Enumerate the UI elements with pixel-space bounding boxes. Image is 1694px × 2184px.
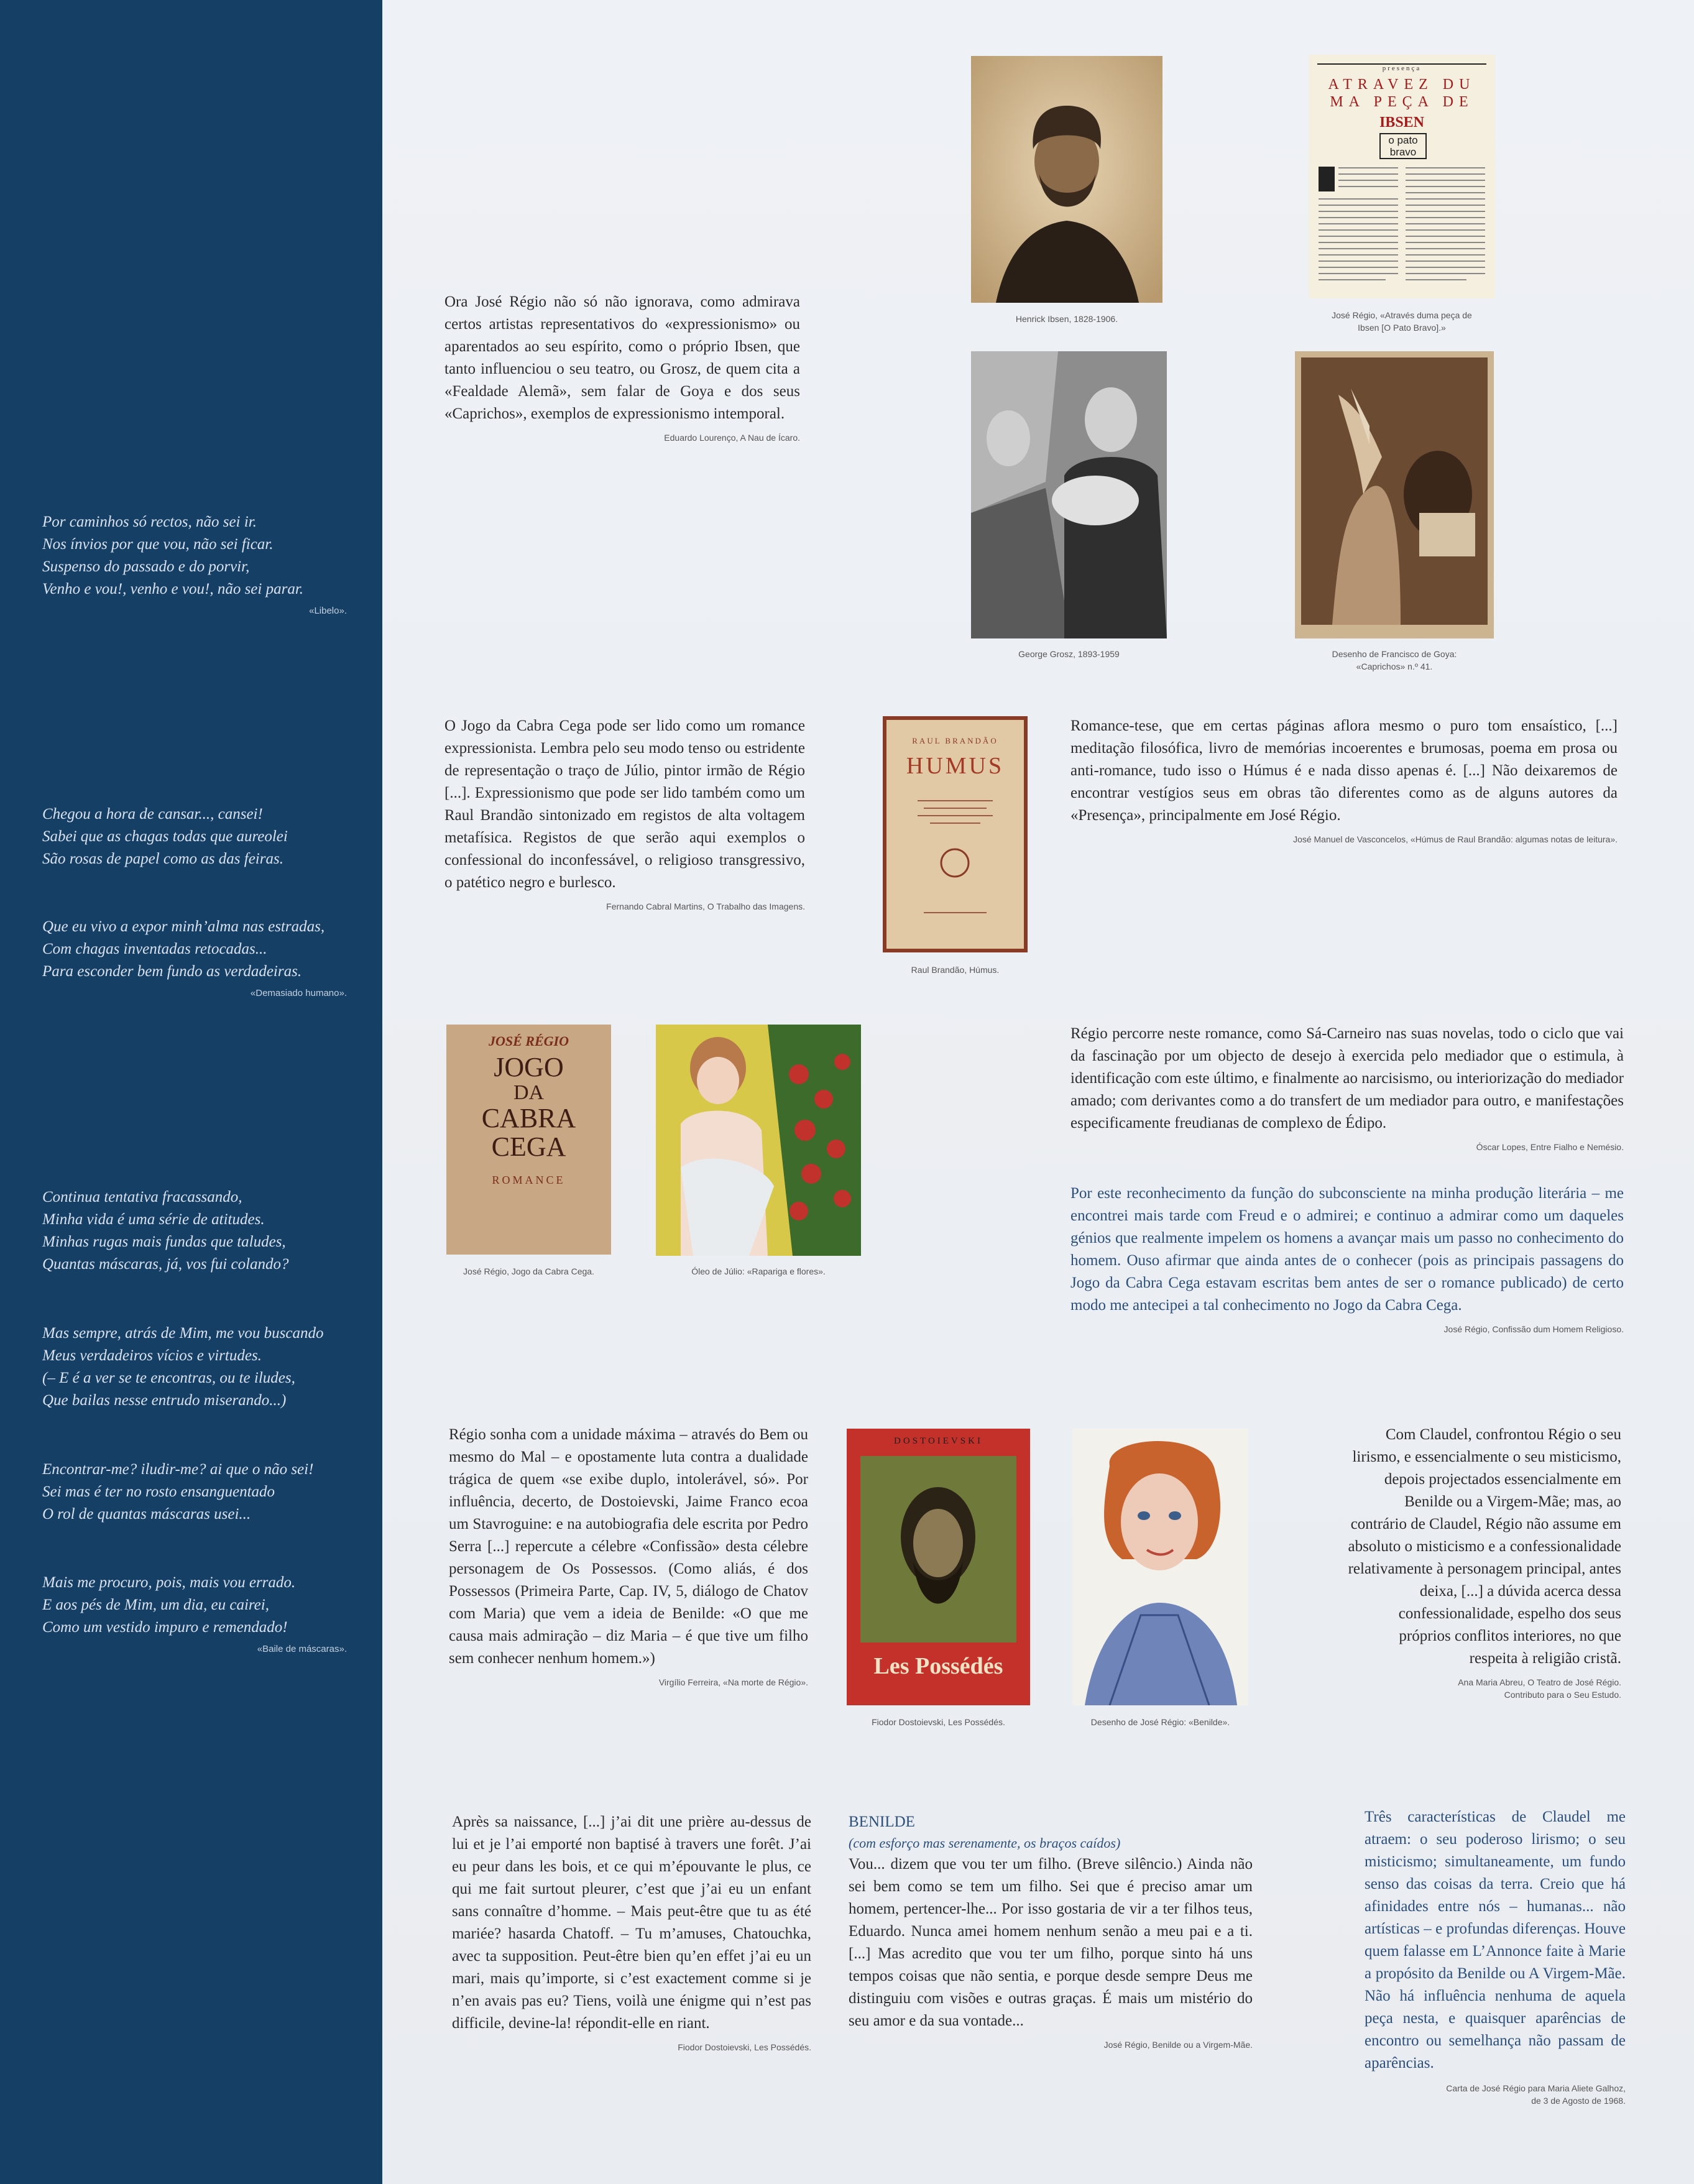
poem-line: Para esconder bem fundo as verdadeiras. — [42, 963, 302, 980]
benilde-drawing — [1072, 1429, 1248, 1705]
poem-demasiado-humano — [42, 916, 347, 1000]
quote-benilde-play — [849, 1811, 1253, 2051]
humus-author: RAUL BRANDÃO — [912, 736, 998, 745]
quote-source: Fiodor Dostoievski, Les Possédés. — [678, 2042, 811, 2052]
caption-grosz: George Grosz, 1893-1959 — [1018, 649, 1120, 659]
quote-source: José Manuel de Vasconcelos, «Húmus de Raul Brandão: algumas notas de leitura». — [1293, 834, 1618, 844]
poem-line: Mas sempre, atrás de Mim, me vou buscando — [42, 1325, 324, 1342]
quote-source: Contributo para o Seu Estudo. — [1504, 1690, 1621, 1700]
poem-line: Venho e vou!, venho e vou!, não sei parar. — [42, 581, 304, 597]
poem-line: Suspenso do passado e do porvir, — [42, 558, 250, 575]
quote-source: Óscar Lopes, Entre Fialho e Nemésio. — [1476, 1142, 1624, 1152]
caption-humus: Raul Brandão, Húmus. — [911, 965, 1000, 975]
possedes-title: Les Possédés — [873, 1653, 1003, 1679]
julio-painting-girl-flowers — [656, 1025, 861, 1256]
quote-body: Régio sonha com a unidade máxima – através do Bem ou mesmo do Mal – e opostamente luta contra a dualidade trágica de quem «se exibe duplo, intolerável, só». Por influência, decerto, de Dostoievski, Jaime Franco ecoa um Stavroguine: e na autobiografia dele escrita por Pedro Serra [...] repercute a célebre «Confissão» desta célebre personagem de Os Possessos. (Como aliás, é dos Possessos (Primeira Parte, Cap. IV, 5, diálogo de Chatov com Maria) que vem a ideia de Benilde: «O que me causa mais admiração – diz Maria – é que tive um filho sem conhecer nenhum homem.») — [449, 1426, 808, 1667]
quote-source: José Régio, Benilde ou a Virgem-Mãe. — [1103, 2040, 1253, 2050]
caption-line: José Régio, «Através duma peça de — [1332, 310, 1472, 320]
jogo-title-line: DA — [513, 1081, 545, 1104]
humus-title: HUMUS — [906, 753, 1005, 779]
quote-regio-confissao — [1070, 1182, 1624, 1335]
quote-source: Eduardo Lourenço, A Nau de Ícaro. — [664, 433, 800, 443]
poem-line: Meus verdadeiros vícios e virtudes. — [42, 1347, 262, 1364]
jogo-title-line: CABRA — [481, 1103, 576, 1133]
poem-stanza — [42, 1458, 347, 1526]
humus-ornament — [911, 795, 999, 925]
quote-source: Fernando Cabral Martins, O Trabalho das Imagens. — [606, 901, 805, 911]
benilde-heading: BENILDE — [849, 1813, 915, 1830]
poem-line: Quantas máscaras, já, vos fui colando? — [42, 1256, 289, 1273]
quote-dostoievski-francais — [452, 1811, 811, 2053]
possedes-portrait — [860, 1456, 1016, 1643]
caption-possedes: Fiodor Dostoievski, Les Possédés. — [872, 1717, 1005, 1727]
poem-stanza — [42, 803, 347, 870]
poem-line: Minhas rugas mais fundas que taludes, — [42, 1233, 286, 1250]
poem-source: «Baile de máscaras». — [257, 1644, 347, 1654]
quote-body: Après sa naissance, [...] j’ai dit une prière au-dessus de lui et je l’ai emporté non baptisé à travers une forêt. J’ai eu peur dans les bois, et ce qui m’épouvante le plus, ce qui me fait surtout pleurer, c’est que j’ai eu un enfant sans connaître d’homme. – Mais peut-être que tu as été mariée? hasarda Chatoff. – Tu m’amuses, Chatouchka, avec ta supposition. Peut-être bien qu’en effet j’ai eu un mari, mais qu’importe, si c’est exactement comme si je n’en avais pas eu? Tiens, voilà une énigme qui n’est pas difficile, devine-la! répondit-elle en riant. — [452, 1813, 811, 2032]
pato-subtitle-line: bravo — [1389, 146, 1417, 158]
pato-ibsen-name: IBSEN — [1379, 114, 1425, 131]
poem-line: O rol de quantas máscaras usei... — [42, 1506, 251, 1523]
quote-source: José Régio, Confissão dum Homem Religioso. — [1443, 1324, 1624, 1334]
possedes-author: DOSTOIEVSKI — [894, 1436, 983, 1446]
quote-source: Carta de José Régio para Maria Aliete Galhoz, — [1446, 2083, 1626, 2093]
caption-line: «Caprichos» n.º 41. — [1356, 661, 1433, 671]
quote-regio-letter — [1365, 1806, 1626, 2107]
poem-line: Mais me procuro, pois, mais vou errado. — [42, 1574, 296, 1591]
quote-ana-maria-abreu — [1348, 1424, 1621, 1701]
quote-body: Com Claudel, confrontou Régio o seu lirismo, e essencialmente o seu misticismo, depois projectados essencialmente em Benilde ou a Virgem-Mãe; mas, ao contrário de Claudel, Régio não assume em absoluto o misticismo e a confessionalidade relativamente à personagem principal, antes deixa, [...] a dúvida acerca dessa confessionalidade, espelho dos seus próprios conflitos interiores, no que respeita à religião cristã. — [1348, 1426, 1621, 1667]
caption-goya — [1295, 648, 1494, 673]
poem-line: Por caminhos só rectos, não sei ir. — [42, 514, 257, 530]
quote-vasconcelos — [1070, 715, 1618, 845]
pato-bravo-article-scan — [1309, 55, 1495, 298]
poem-stanza — [42, 1186, 347, 1276]
caption-ibsen: Henrick Ibsen, 1828-1906. — [1015, 314, 1118, 324]
poem-source: «Demasiado humano». — [250, 988, 347, 998]
poem-baile-de-mascaras — [42, 1572, 347, 1656]
caption-jogo: José Régio, Jogo da Cabra Cega. — [463, 1266, 594, 1276]
jogo-author: JOSÉ RÉGIO — [489, 1033, 569, 1049]
pato-title-line: ATRAVEZ DU — [1328, 76, 1476, 93]
caption-benilde: Desenho de José Régio: «Benilde». — [1090, 1717, 1230, 1727]
quote-virgilio-ferreira — [449, 1424, 808, 1689]
presenca-masthead: presença — [1317, 63, 1486, 72]
poem-line: São rosas de papel como as das feiras. — [42, 850, 283, 867]
quote-oscar-lopes — [1070, 1023, 1624, 1153]
les-possedes-cover — [847, 1429, 1030, 1705]
quote-body: Régio percorre neste romance, como Sá-Carneiro nas suas novelas, todo o ciclo que vai da fascinação por um objecto de desejo à exercida pelo mediador que o estimula, à identificação com este último, e finalmente ao narcisismo, ou interiorização do mediador amado; com derivantes como a do transfert de um mediador para outro, e manifestações especificamente freudianas de complexo de Édipo. — [1070, 1025, 1624, 1131]
poem-line: Continua tentativa fracassando, — [42, 1189, 242, 1205]
poem-line: Que bailas nesse entrudo miserando...) — [42, 1392, 287, 1409]
poem-line: Sabei que as chagas todas que aureolei — [42, 828, 288, 845]
caption-julio: Óleo de Júlio: «Rapariga e flores». — [691, 1266, 826, 1276]
poem-line: Que eu vivo a expor minh’alma nas estradas, — [42, 918, 325, 935]
poem-stanza — [42, 1322, 347, 1412]
pato-subtitle-line: o pato — [1388, 134, 1418, 146]
article-text-columns — [1317, 164, 1486, 288]
quote-source: Virgílio Ferreira, «Na morte de Régio». — [658, 1677, 808, 1687]
quote-source: de 3 de Agosto de 1968. — [1531, 2096, 1626, 2106]
poem-line: Minha vida é uma série de atitudes. — [42, 1211, 265, 1228]
poem-line: Chegou a hora de cansar..., cansei! — [42, 806, 263, 822]
poem-line: (– E é a ver se te encontras, ou te iludes, — [42, 1370, 295, 1386]
quote-body: Por este reconhecimento da função do subconsciente na minha produção literária – me encontrei mais tarde com Freud e o admirei; e continuo a admirar como um daqueles génios que realmente impelem os homens a avançar mais um passo no conhecimento do homem. Ouso afirmar que ainda antes de o conhecer (pois as principais passagens do Jogo da Cabra Cega estavam escritas bem antes de ser o romance publicado) de certo modo me antecipei a tal conhecimento no Jogo da Cabra Cega. — [1070, 1185, 1624, 1314]
caption-line: Ibsen [O Pato Bravo].» — [1358, 323, 1446, 333]
quote-body: Três características de Claudel me atraem: o seu poderoso lirismo; o seu misticismo; simultaneamente, um fundo senso das coisas da terra. Creio que há afinidades entre nós – humanas... não artísticas – e profundas diferenças. Houve quem falasse em L’Annonce faite à Marie a propósito da Benilde ou A Virgem-Mãe. Não há influência nenhuma de aquela peça nesta, e quaisquer aparências de encontro ou semelhança não passam de aparências. — [1365, 1808, 1626, 2071]
poem-source: «Libelo». — [309, 606, 347, 616]
poem-line: Sei mas é ter no rosto ensanguentado — [42, 1483, 275, 1500]
caption-pato-bravo — [1302, 309, 1501, 334]
quote-cabral-martins — [444, 715, 805, 913]
poetry-sidebar — [0, 0, 382, 2184]
goya-capricho-etching — [1295, 351, 1494, 638]
ibsen-portrait-photo — [971, 56, 1162, 303]
poem-line: Como um vestido impuro e remendado! — [42, 1619, 288, 1636]
poem-line: Nos ínvios por que vou, não sei ficar. — [42, 536, 274, 553]
jogo-title-line: JOGO — [494, 1052, 564, 1082]
poem-line: Com chagas inventadas retocadas... — [42, 941, 267, 957]
jogo-cabra-cega-cover — [446, 1025, 611, 1255]
quote-body: Ora José Régio não só não ignorava, como admirava certos artistas representativos do «expressionismo» ou aparentados ao seu espírito, como o próprio Ibsen, que tanto influenciou o seu teatro, ou Grosz, de quem cita a «Fealdade Alemã», sem falar de Goya e dos seus «Caprichos», exemplos de expressionismo intemporal. — [444, 293, 800, 422]
humus-book-cover — [883, 716, 1028, 952]
poem-libelo — [42, 511, 347, 618]
quote-body: Vou... dizem que vou ter um filho. (Breve silêncio.) Ainda não sei bem como se tem um filho. Sei que é preciso amar um homem, pertencer-lhe... Por isso gostaria de vir a ter filhos teus, Eduardo. Nunca amei homem nenhum senão a meu pai e a ti. [...] Mas acredito que vou ter um filho, porque sinto há uns tempos coisas que não sentia, e porque desde sempre Deus me distinguiu com visões e outras graças. É mais um mistério do seu amor e da sua vontade... — [849, 1856, 1253, 2029]
jogo-title-line: CEGA — [491, 1131, 566, 1162]
caption-line: Desenho de Francisco de Goya: — [1332, 649, 1457, 659]
grosz-photo — [971, 351, 1167, 638]
quote-body: Romance-tese, que em certas páginas aflora mesmo o puro tom ensaístico, [...] meditação filosófica, livro de memórias incoerentes e brumosas, poema em prosa ou anti-romance, tudo isso o Húmus é e nada disso apenas é. [...] Não deixaremos de encontrar vestígios seus em obras tão diferentes como as de alguns autores da «Presença», principalmente em José Régio. — [1070, 717, 1618, 824]
jogo-subtitle: ROMANCE — [492, 1174, 566, 1186]
pato-subtitle-box — [1379, 133, 1427, 159]
poem-line: E aos pés de Mim, um dia, eu cairei, — [42, 1597, 269, 1613]
quote-body: O Jogo da Cabra Cega pode ser lido como um romance expressionista. Lembra pelo seu modo tenso ou estridente de representação o traço de Júlio, pintor irmão de Régio [...]. Expressionismo que pode ser lido também como um Raul Brandão sintonizado em registos de alta voltagem metafísica. Registos de que serão aqui exemplos o confessional do inconfessável, o religioso transgressivo, o patético negro e burlesco. — [444, 717, 805, 891]
quote-source: Ana Maria Abreu, O Teatro de José Régio. — [1458, 1677, 1621, 1687]
poem-line: Encontrar-me? iludir-me? ai que o não sei! — [42, 1461, 314, 1478]
pato-title-line: MA PEÇA DE — [1330, 94, 1474, 110]
quote-lourenco — [444, 291, 800, 444]
benilde-stage-direction: (com esforço mas serenamente, os braços caídos) — [849, 1835, 1121, 1851]
